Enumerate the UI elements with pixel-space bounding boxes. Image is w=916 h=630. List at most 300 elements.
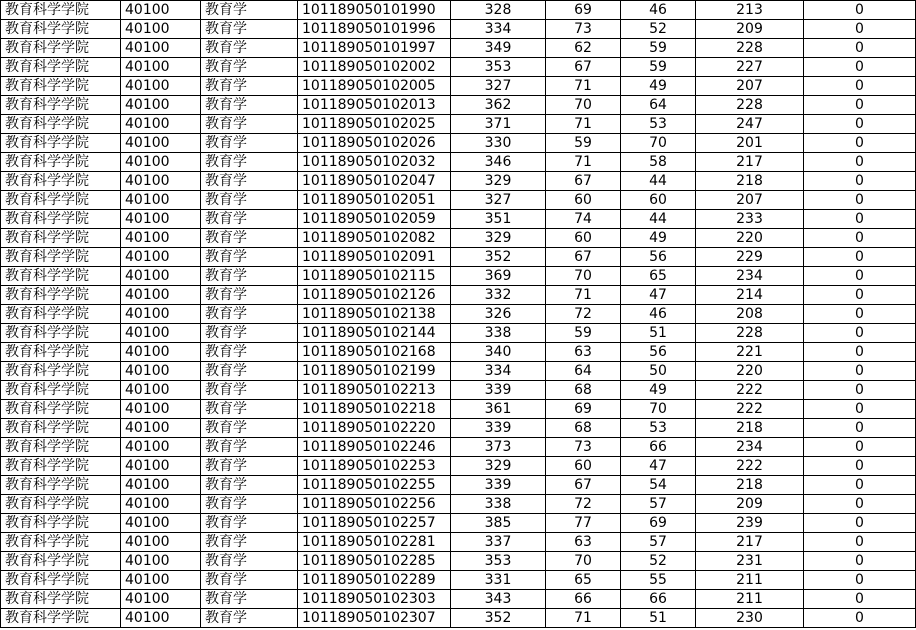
table-row [1,400,916,419]
table-row [1,305,916,324]
major-cell: 教育学 [201,286,298,305]
exam-id-cell: 101189050102126 [298,286,451,305]
score-3-cell: 222 [696,381,804,400]
table-row [1,533,916,552]
college-cell: 教育科学学院 [1,571,121,590]
college-cell: 教育科学学院 [1,20,121,39]
extra-cell: 0 [804,248,916,267]
college-cell: 教育科学学院 [1,115,121,134]
code-cell: 40100 [121,286,201,305]
college-cell: 教育科学学院 [1,267,121,286]
code-cell: 40100 [121,609,201,628]
score-3-cell: 209 [696,495,804,514]
score-3-cell: 207 [696,77,804,96]
score-1-cell: 65 [546,571,621,590]
college-cell: 教育科学学院 [1,457,121,476]
major-cell: 教育学 [201,267,298,286]
score-1-cell: 71 [546,609,621,628]
extra-cell: 0 [804,305,916,324]
score-2-cell: 57 [621,533,696,552]
score-1-cell: 71 [546,286,621,305]
code-cell: 40100 [121,476,201,495]
code-cell: 40100 [121,343,201,362]
major-cell: 教育学 [201,419,298,438]
score-2-cell: 70 [621,400,696,419]
total-score-cell: 326 [451,305,546,324]
college-cell: 教育科学学院 [1,324,121,343]
score-3-cell: 222 [696,457,804,476]
major-cell: 教育学 [201,571,298,590]
major-cell: 教育学 [201,153,298,172]
score-3-cell: 233 [696,210,804,229]
score-3-cell: 207 [696,191,804,210]
extra-cell: 0 [804,362,916,381]
total-score-cell: 327 [451,77,546,96]
exam-id-cell: 101189050102082 [298,229,451,248]
major-cell: 教育学 [201,96,298,115]
score-2-cell: 69 [621,514,696,533]
table-row [1,343,916,362]
score-2-cell: 49 [621,229,696,248]
total-score-cell: 385 [451,514,546,533]
table-row [1,39,916,58]
score-2-cell: 52 [621,20,696,39]
total-score-cell: 346 [451,153,546,172]
major-cell: 教育学 [201,20,298,39]
score-2-cell: 47 [621,457,696,476]
exam-id-cell: 101189050102199 [298,362,451,381]
table-row [1,286,916,305]
table-row [1,419,916,438]
code-cell: 40100 [121,305,201,324]
score-2-cell: 60 [621,191,696,210]
code-cell: 40100 [121,419,201,438]
score-3-cell: 218 [696,419,804,438]
score-2-cell: 56 [621,343,696,362]
total-score-cell: 330 [451,134,546,153]
code-cell: 40100 [121,438,201,457]
college-cell: 教育科学学院 [1,1,121,20]
total-score-cell: 337 [451,533,546,552]
table-row [1,248,916,267]
score-1-cell: 64 [546,362,621,381]
college-cell: 教育科学学院 [1,39,121,58]
score-1-cell: 71 [546,153,621,172]
major-cell: 教育学 [201,248,298,267]
college-cell: 教育科学学院 [1,153,121,172]
score-3-cell: 211 [696,590,804,609]
exam-id-cell: 101189050102005 [298,77,451,96]
extra-cell: 0 [804,609,916,628]
score-2-cell: 58 [621,153,696,172]
college-cell: 教育科学学院 [1,210,121,229]
extra-cell: 0 [804,457,916,476]
score-1-cell: 77 [546,514,621,533]
table-row [1,77,916,96]
code-cell: 40100 [121,96,201,115]
college-cell: 教育科学学院 [1,381,121,400]
score-3-cell: 234 [696,267,804,286]
college-cell: 教育科学学院 [1,134,121,153]
total-score-cell: 351 [451,210,546,229]
total-score-cell: 353 [451,58,546,77]
score-3-cell: 213 [696,1,804,20]
extra-cell: 0 [804,96,916,115]
college-cell: 教育科学学院 [1,590,121,609]
extra-cell: 0 [804,419,916,438]
exam-id-cell: 101189050102144 [298,324,451,343]
extra-cell: 0 [804,552,916,571]
table-body [1,1,916,628]
total-score-cell: 369 [451,267,546,286]
college-cell: 教育科学学院 [1,552,121,571]
exam-id-cell: 101189050102220 [298,419,451,438]
score-1-cell: 69 [546,400,621,419]
table-row [1,609,916,628]
exam-id-cell: 101189050102281 [298,533,451,552]
major-cell: 教育学 [201,514,298,533]
total-score-cell: 371 [451,115,546,134]
major-cell: 教育学 [201,495,298,514]
extra-cell: 0 [804,286,916,305]
score-3-cell: 217 [696,533,804,552]
score-3-cell: 234 [696,438,804,457]
extra-cell: 0 [804,438,916,457]
total-score-cell: 329 [451,457,546,476]
score-2-cell: 53 [621,115,696,134]
table-row [1,495,916,514]
major-cell: 教育学 [201,476,298,495]
code-cell: 40100 [121,590,201,609]
score-2-cell: 66 [621,590,696,609]
total-score-cell: 327 [451,191,546,210]
score-3-cell: 228 [696,39,804,58]
score-2-cell: 44 [621,210,696,229]
score-1-cell: 73 [546,20,621,39]
score-2-cell: 54 [621,476,696,495]
code-cell: 40100 [121,153,201,172]
college-cell: 教育科学学院 [1,533,121,552]
score-1-cell: 69 [546,1,621,20]
total-score-cell: 339 [451,476,546,495]
exam-id-cell: 101189050102255 [298,476,451,495]
major-cell: 教育学 [201,77,298,96]
score-1-cell: 62 [546,39,621,58]
college-cell: 教育科学学院 [1,229,121,248]
major-cell: 教育学 [201,191,298,210]
score-3-cell: 211 [696,571,804,590]
score-3-cell: 228 [696,324,804,343]
table-row [1,267,916,286]
college-cell: 教育科学学院 [1,286,121,305]
exam-id-cell: 101189050102138 [298,305,451,324]
code-cell: 40100 [121,381,201,400]
extra-cell: 0 [804,514,916,533]
major-cell: 教育学 [201,362,298,381]
table-row [1,229,916,248]
table-row [1,96,916,115]
score-2-cell: 57 [621,495,696,514]
code-cell: 40100 [121,533,201,552]
exam-id-cell: 101189050102013 [298,96,451,115]
code-cell: 40100 [121,210,201,229]
table-row [1,134,916,153]
table-row [1,571,916,590]
total-score-cell: 362 [451,96,546,115]
exam-id-cell: 101189050102026 [298,134,451,153]
score-2-cell: 64 [621,96,696,115]
score-3-cell: 230 [696,609,804,628]
college-cell: 教育科学学院 [1,96,121,115]
exam-id-cell: 101189050102213 [298,381,451,400]
total-score-cell: 339 [451,381,546,400]
extra-cell: 0 [804,400,916,419]
score-2-cell: 50 [621,362,696,381]
code-cell: 40100 [121,172,201,191]
total-score-cell: 334 [451,20,546,39]
score-2-cell: 53 [621,419,696,438]
exam-id-cell: 101189050102091 [298,248,451,267]
extra-cell: 0 [804,210,916,229]
score-3-cell: 229 [696,248,804,267]
total-score-cell: 339 [451,419,546,438]
major-cell: 教育学 [201,533,298,552]
score-2-cell: 51 [621,324,696,343]
extra-cell: 0 [804,229,916,248]
code-cell: 40100 [121,115,201,134]
code-cell: 40100 [121,457,201,476]
extra-cell: 0 [804,533,916,552]
score-3-cell: 227 [696,58,804,77]
score-2-cell: 49 [621,381,696,400]
exam-id-cell: 101189050102289 [298,571,451,590]
code-cell: 40100 [121,571,201,590]
exam-id-cell: 101189050102047 [298,172,451,191]
table-row [1,457,916,476]
table-row [1,514,916,533]
total-score-cell: 338 [451,495,546,514]
exam-id-cell: 101189050102285 [298,552,451,571]
code-cell: 40100 [121,362,201,381]
major-cell: 教育学 [201,39,298,58]
major-cell: 教育学 [201,400,298,419]
extra-cell: 0 [804,172,916,191]
table-row [1,191,916,210]
exam-id-cell: 101189050102032 [298,153,451,172]
college-cell: 教育科学学院 [1,343,121,362]
college-cell: 教育科学学院 [1,77,121,96]
score-1-cell: 72 [546,305,621,324]
major-cell: 教育学 [201,305,298,324]
code-cell: 40100 [121,191,201,210]
score-1-cell: 71 [546,115,621,134]
score-2-cell: 46 [621,1,696,20]
extra-cell: 0 [804,571,916,590]
score-2-cell: 66 [621,438,696,457]
score-1-cell: 70 [546,552,621,571]
score-1-cell: 67 [546,248,621,267]
score-1-cell: 67 [546,476,621,495]
exam-id-cell: 101189050102025 [298,115,451,134]
extra-cell: 0 [804,324,916,343]
major-cell: 教育学 [201,343,298,362]
score-3-cell: 218 [696,476,804,495]
score-2-cell: 44 [621,172,696,191]
code-cell: 40100 [121,20,201,39]
extra-cell: 0 [804,1,916,20]
exam-id-cell: 101189050102307 [298,609,451,628]
code-cell: 40100 [121,552,201,571]
college-cell: 教育科学学院 [1,476,121,495]
code-cell: 40100 [121,400,201,419]
score-1-cell: 63 [546,343,621,362]
extra-cell: 0 [804,495,916,514]
exam-id-cell: 101189050102218 [298,400,451,419]
extra-cell: 0 [804,58,916,77]
code-cell: 40100 [121,324,201,343]
score-3-cell: 222 [696,400,804,419]
score-3-cell: 218 [696,172,804,191]
code-cell: 40100 [121,248,201,267]
total-score-cell: 328 [451,1,546,20]
exam-id-cell: 101189050102115 [298,267,451,286]
table-row [1,20,916,39]
score-1-cell: 70 [546,267,621,286]
score-2-cell: 59 [621,39,696,58]
major-cell: 教育学 [201,172,298,191]
total-score-cell: 343 [451,590,546,609]
major-cell: 教育学 [201,381,298,400]
score-1-cell: 68 [546,419,621,438]
score-2-cell: 56 [621,248,696,267]
major-cell: 教育学 [201,58,298,77]
exam-id-cell: 101189050101996 [298,20,451,39]
extra-cell: 0 [804,381,916,400]
score-3-cell: 201 [696,134,804,153]
college-cell: 教育科学学院 [1,609,121,628]
code-cell: 40100 [121,514,201,533]
extra-cell: 0 [804,20,916,39]
total-score-cell: 352 [451,609,546,628]
score-2-cell: 46 [621,305,696,324]
college-cell: 教育科学学院 [1,438,121,457]
score-3-cell: 217 [696,153,804,172]
table-row [1,324,916,343]
college-cell: 教育科学学院 [1,305,121,324]
exam-id-cell: 101189050102303 [298,590,451,609]
score-3-cell: 228 [696,96,804,115]
score-2-cell: 70 [621,134,696,153]
table-row [1,210,916,229]
college-cell: 教育科学学院 [1,191,121,210]
exam-id-cell: 101189050102059 [298,210,451,229]
table-row [1,438,916,457]
extra-cell: 0 [804,476,916,495]
score-1-cell: 60 [546,229,621,248]
score-3-cell: 239 [696,514,804,533]
score-3-cell: 231 [696,552,804,571]
total-score-cell: 338 [451,324,546,343]
score-1-cell: 67 [546,58,621,77]
code-cell: 40100 [121,77,201,96]
score-1-cell: 66 [546,590,621,609]
major-cell: 教育学 [201,134,298,153]
extra-cell: 0 [804,343,916,362]
major-cell: 教育学 [201,457,298,476]
college-cell: 教育科学学院 [1,495,121,514]
exam-id-cell: 101189050102253 [298,457,451,476]
major-cell: 教育学 [201,552,298,571]
score-2-cell: 65 [621,267,696,286]
total-score-cell: 329 [451,172,546,191]
table-row [1,58,916,77]
major-cell: 教育学 [201,590,298,609]
code-cell: 40100 [121,39,201,58]
exam-id-cell: 101189050102257 [298,514,451,533]
major-cell: 教育学 [201,609,298,628]
total-score-cell: 329 [451,229,546,248]
score-1-cell: 71 [546,77,621,96]
table-row [1,172,916,191]
score-2-cell: 59 [621,58,696,77]
major-cell: 教育学 [201,1,298,20]
score-1-cell: 60 [546,191,621,210]
major-cell: 教育学 [201,210,298,229]
score-1-cell: 67 [546,172,621,191]
major-cell: 教育学 [201,229,298,248]
code-cell: 40100 [121,495,201,514]
major-cell: 教育学 [201,438,298,457]
exam-id-cell: 101189050101997 [298,39,451,58]
score-3-cell: 221 [696,343,804,362]
extra-cell: 0 [804,134,916,153]
exam-id-cell: 101189050102051 [298,191,451,210]
total-score-cell: 352 [451,248,546,267]
extra-cell: 0 [804,77,916,96]
score-2-cell: 47 [621,286,696,305]
total-score-cell: 334 [451,362,546,381]
code-cell: 40100 [121,58,201,77]
score-1-cell: 74 [546,210,621,229]
exam-id-cell: 101189050102256 [298,495,451,514]
major-cell: 教育学 [201,115,298,134]
table-row [1,476,916,495]
score-1-cell: 59 [546,324,621,343]
score-1-cell: 70 [546,96,621,115]
total-score-cell: 353 [451,552,546,571]
extra-cell: 0 [804,590,916,609]
score-2-cell: 55 [621,571,696,590]
score-3-cell: 220 [696,362,804,381]
table-row [1,115,916,134]
college-cell: 教育科学学院 [1,400,121,419]
extra-cell: 0 [804,267,916,286]
score-3-cell: 214 [696,286,804,305]
exam-id-cell: 101189050101990 [298,1,451,20]
total-score-cell: 331 [451,571,546,590]
code-cell: 40100 [121,1,201,20]
total-score-cell: 349 [451,39,546,58]
score-3-cell: 247 [696,115,804,134]
score-2-cell: 52 [621,552,696,571]
total-score-cell: 373 [451,438,546,457]
table-row [1,153,916,172]
extra-cell: 0 [804,39,916,58]
code-cell: 40100 [121,134,201,153]
score-3-cell: 208 [696,305,804,324]
major-cell: 教育学 [201,324,298,343]
extra-cell: 0 [804,115,916,134]
